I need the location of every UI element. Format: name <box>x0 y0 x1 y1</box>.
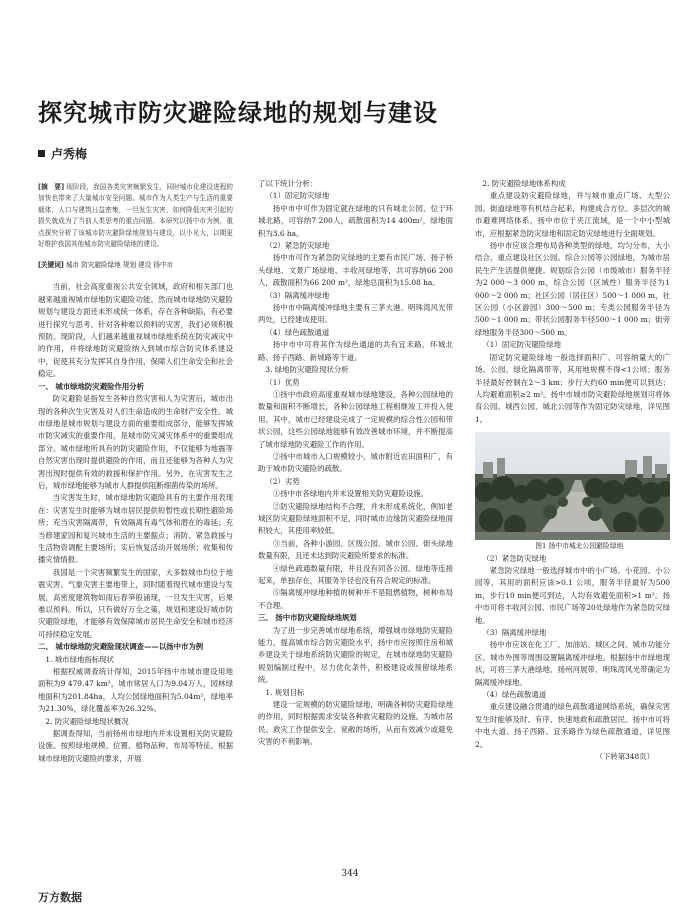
paragraph: 扬中市中隔离缓冲绿地主要有三茅大港、明珠湾风光带两处，已经建成使用。 <box>258 303 453 325</box>
continued-note: （下转第348页） <box>595 752 654 762</box>
paragraph: ②扬中市城市入口规模较小，城市附近农田面积广，有助于城市防灾避险的疏散。 <box>258 451 453 474</box>
subsection-heading: （3）隔离缓冲绿地 <box>265 290 330 300</box>
subsection-heading: （2）劣势 <box>265 476 300 486</box>
paragraph: 据调查得知，当前扬州市绿地内并未设置相关防灾避险设施。按照绿地规模、位置、植物品种、布局等特征，根据城市绿地防灾避险的要求，开展 <box>38 729 233 763</box>
wanfang-logo: 万方数据 <box>38 891 82 904</box>
subsection-heading: （2）紧急防灾绿地 <box>265 241 330 251</box>
paragraph: 紧急防灾绿地一般选择城市中的小广场、小花园、小公园等，其用的面积应该>0.1 公顷，服务半径最好为500 m，步行10 min便可到达，人均有效避免面积>1 m²。扬中市可将丰收河公园、市民广场等20处绿地作为紧急防灾绿地。 <box>475 565 670 625</box>
intro-paragraph: 当前，社会高度重视公共安全领域，政府和相关部门也越来越重视城市绿地防灾避险功能。然而城市绿地防灾避险规划与建设方面还未形成统一体系，存在各种缺陷，有必要进行探究与思考。针对各种难以预料的灾害，我们必须积极预防。现阶段，人们越来越重视城市绿地系统在防灾减灾中的作用，并将绿地防灾避险纳入到城市综合防灾体系建设中，促使其充分发挥其自身作用，保障人们生命安全和社会稳定。 <box>38 282 233 379</box>
subsection-heading: （2）紧急防灾绿地 <box>482 553 547 563</box>
paragraph: 固定防灾避险绿地一般选择面积广、可容纳量大的广场、公园、绿化隔离带等，其用地规模不得<1公顷；服务半径最好控制在2～3 km；步行大约60 min便可以到达；人均避难面积≥2 m²。扬中市城市防灾避险绿地规划可将体育公园、城西公园、城北公园等作为固定防灾绿地，详见图1。 <box>475 352 670 424</box>
paragraph: 当灾害发生时，城市绿地防灾避险具有的主要作用表现在：灾害发生时能够为城市居民提供短暂性或长期性避险场所；充当灾害隔离带，有效隔离有毒气体和潜在的毒延；充当修建家园和复兴城市生活的主要据点；消防、紧急救援与生活物资调配主要场所；实后恢复活动开展场所；收集和传播灾情情报。 <box>38 493 233 565</box>
paragraph: 扬中市应该在化工厂、加油站、城区之间、城市功能分区、城市外围等周围设置隔离缓冲绿地。根据扬中市绿地现状，可将三茅大港绿地、扬州河展带、明珠湾风光带确定为隔离缓冲绿地。 <box>475 640 670 687</box>
paragraph: 了以下统计分析： <box>258 179 318 188</box>
paragraph: 扬中市应该合理布局各种类型的绿地，均匀分布，大小结合，重点建设社区公园。综合公园等公园绿地，为城市居民生产生活提供便捷。规划综合公园（市级城市）服务半径为2 000～3 000 m，综合公园（区域性）服务半径为1 000～2 000 m；社区公园（居住区）500～1 000 m，社区公园（小区游园）300～500 m；专类公园服务半径为500～1 000 m；带状公园服务半径500～1 000 m；街旁绿地服务半径300～500 m。 <box>475 241 670 337</box>
section-heading-2: 二、 城市绿地防灾避险现状调查——以扬中市为例 <box>38 642 204 652</box>
paragraph: 重点建设融合贯通的绿色疏散通道网络系统，确保灾害发生时能够及时、有序、快速地救和疏散居民。扬中市可将中电大道、扬子西路、宜禾路作为绿色疏散通道，详见图2。 <box>475 702 670 749</box>
column-1 <box>38 182 233 765</box>
section-heading-1: 一、 城市绿地防灾避险作用分析 <box>38 381 145 391</box>
paragraph: 为了进一步完善城市绿地系统，增强城市绿地防灾避险能力，提高城市综合防灾避险水平，扬中市应按照住房和城乡建设关于绿地系统防灾避险的规定，在城市绿地防灾避险规划编制过程中，尽力优化条件，积极建设或预留绿地系统。 <box>258 625 453 685</box>
figure-caption: 图1 扬中市城北公园避险绿地 <box>535 542 624 551</box>
subsection-heading: （3）隔离缓冲绿地 <box>482 627 547 637</box>
paragraph: 重点建设防灾避险绿地，并与城市重点广场、大型公园、街道绿地等有机结合起来，构建成合方位、多层次的城市避难网络体系。扬中市位于夹江流域，是一个中小型城市，应根据紧急防灾绿地和固定防灾绿地进行全面规划。 <box>475 191 670 238</box>
author-line <box>38 145 87 162</box>
paragraph: 根据权威调查统计得知，2015年扬中市城市建设用地面积为9 479.47 km²，城市常居人口为9.04万人，园林绿地面积为201.84ha，人均公园绿地面积为5.04m²，绿地率为21.30%，绿化覆盖率为26.32%。 <box>38 667 233 714</box>
abstract-label: [摘 要] <box>38 183 65 191</box>
paragraph: ③当前，各种小游园、区级公园、城市公园、街头绿地数量有限，且还未达到防灾避险所要求的标准。 <box>258 538 453 561</box>
subsection-heading: 2. 防灾避险绿地现状概况 <box>45 716 129 726</box>
subsection-heading: （1）优势 <box>265 377 300 387</box>
subsection-heading: （4）绿色疏散通道 <box>265 327 330 337</box>
page-number: 344 <box>341 869 359 879</box>
paragraph: ⑤隔离缓冲绿地种植的树种并不是阻燃植物，树种布局不合理。 <box>258 588 453 610</box>
subsection-heading: 1. 城市绿地指标现状 <box>45 654 114 664</box>
keywords-text: 城市 防灾避险绿地 规划 建设 扬中市 <box>65 261 174 270</box>
abstract <box>38 182 233 250</box>
column-2 <box>258 178 453 749</box>
paragraph: ①扬中市各绿地内并未设置相关防灾避险设施。 <box>272 489 429 499</box>
subsection-heading: （1）固定防灾绿地 <box>265 191 330 201</box>
subsection-heading: （4）绿色疏散通道 <box>482 690 547 699</box>
author-name: 卢秀梅 <box>51 147 88 161</box>
paragraph: 扬中市中可将其作为绿色通道的共有宜禾路、环城北路、扬子西路、新城路等干道。 <box>258 340 453 362</box>
paragraph: 防灾避险是指发生各种自然灾害和人为灾害后，城市出现的各种次生灾害及对人们生命造成的生命财产安全性。城市绿地是城市规划与建设方面的重要组成部分，能够发挥城市防灾减灾的重要作用，是城市防灾减灾体系中的重要组成部分。城市绿地所具有的防灾避险作用，不仅能够为地震等自然灾害出现时提供避险的作用，而且还能够为各种人为灾害出现时提供有效的救援和保护作用。另外，在灾害发生之后，城市绿地能够为城市人群提供阻断细菌传染的场所。 <box>38 394 233 490</box>
subsection-heading: （1）固定防灾避险绿地 <box>482 340 562 350</box>
paragraph: 建设一定规模的防灾避险绿地，明确各种防灾避险绿地的作用，同时根据需求安装各种救灾避险的设施。为城市居民、救灾工作提供安全、宽敞的场所，从而有效减少或避免灾害的不利影响。 <box>258 700 453 747</box>
keywords-label: [关键词] <box>38 261 64 270</box>
column-3 <box>475 178 670 763</box>
author-bullet-icon <box>38 150 45 157</box>
subsection-heading: 3. 绿地防灾避险现状分析 <box>265 365 349 375</box>
section-heading-3: 三、 扬中市防灾避险绿地规划 <box>258 613 357 623</box>
abstract-text: 现阶段，我国各类灾害频繁发生，同时城市化建设进程的加快也带来了大量城市安全问题。城市作为人类生产与生活的重要载体，人口与建筑日益密集，一旦发生灾害，如何降低灾害引起的损失就成为了当前人类思考的重点问题。本研究以扬中市为例，重点探究分析了该城市防灾避险绿地规划与建设，以小见大，以期更好维护我国其他城市防灾避险绿地的建设。 <box>38 183 234 249</box>
article-title: 探究城市防灾避险绿地的规划与建设 <box>38 99 438 127</box>
subsection-heading: 2. 防灾避险绿地体系构成 <box>482 179 566 188</box>
paragraph: 扬中市中可作为固定就在绿地的只有城北公园，位于环城北路，可容纳7 200人，疏散面积为14 400m²，绿地面积为3.6 ha。 <box>258 203 453 238</box>
park-photo <box>475 432 670 540</box>
paragraph: 扬中市可作为紧急防灾绿地的主要有市民广场、扬子桥头绿地、文景广场绿地、丰收河绿地等，共可容纳66 200人，疏散面积为66 200 m²，绿地总面积为15.08 ha。 <box>258 253 453 288</box>
paragraph: ②防灾避险绿地结构不合理，并未形成系统化，例如老城区防灾避险绿地面积不足，同时城市边缘防灾避险绿地面积较大，其使用率较低。 <box>258 501 453 536</box>
paragraph: ①扬中市政府高度重视城市绿地建设，各种公园绿地的数量和面积不断增长，各种公园绿地工程相继竣工并投入使用。其中，城市已经建设完成了一定规模的综合性公园和带状公园，这些公园绿地能够有效改善城市环境，并不断提高了城市绿地防灾避险工作的作用。 <box>258 389 453 449</box>
paragraph: ④绿色疏通数量有限，并且没有同各公园、绿地等连接起来，单独存在，其服务半径也没有符合规定的标准。 <box>258 563 453 585</box>
park-photo-illustration <box>475 432 670 540</box>
keywords <box>38 260 233 271</box>
subsection-heading: 1. 规划目标 <box>265 687 305 697</box>
paragraph: 我国是一个灾害频繁发生的国家，大多数城市均位于地震灾害、气象灾害主要地带上，同时随着现代城市建设与发展，高密度建筑物如雨后春笋般涌现，一旦发生灾害，后果难以预料。所以，只有做好万全之策，规划和建设好城市防灾避险绿地，才能够有效保障城市居民生命安全和城市经济可持续稳定发展。 <box>38 567 233 639</box>
